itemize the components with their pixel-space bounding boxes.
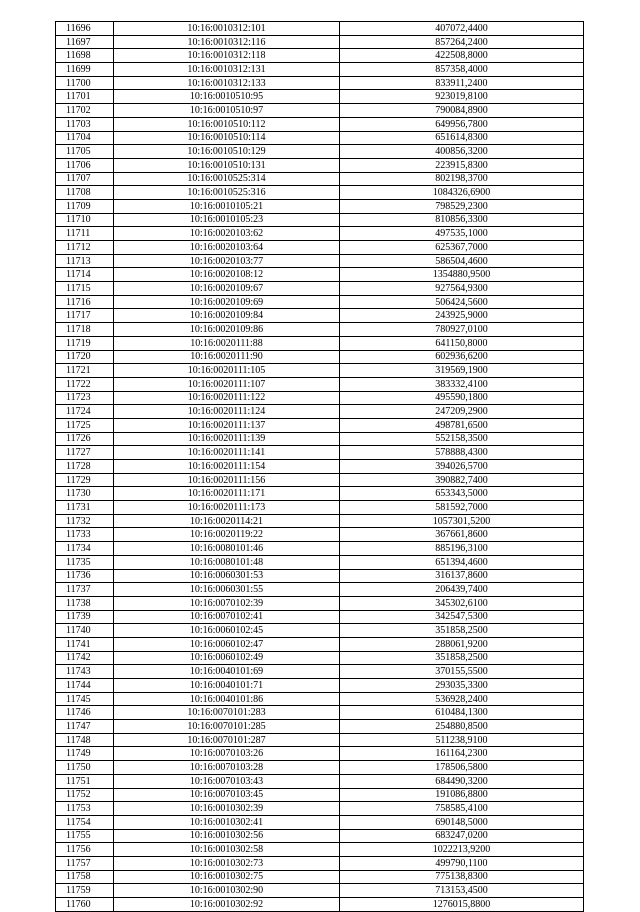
cadastral-number-cell: 10:16:0070101:287	[114, 733, 340, 747]
cadastral-number-cell: 10:16:0020111:107	[114, 377, 340, 391]
value-cell: 684490,3200	[340, 774, 584, 788]
table-row	[56, 254, 584, 268]
row-number-cell: 11726	[56, 432, 114, 446]
cadastral-number-cell: 10:16:0020119:22	[114, 528, 340, 542]
table-row	[56, 720, 584, 734]
cadastral-number-cell: 10:16:0020109:86	[114, 323, 340, 337]
row-number-cell: 11749	[56, 747, 114, 761]
value-cell: 810856,3300	[340, 213, 584, 227]
value-cell: 495590,1800	[340, 391, 584, 405]
row-number-cell: 11758	[56, 870, 114, 884]
table-row	[56, 651, 584, 665]
table-row	[56, 432, 584, 446]
value-cell: 506424,5600	[340, 295, 584, 309]
table-row	[56, 63, 584, 77]
cadastral-number-cell: 10:16:0010302:90	[114, 884, 340, 898]
table-row	[56, 528, 584, 542]
table-row	[56, 90, 584, 104]
value-cell: 319569,1900	[340, 364, 584, 378]
value-cell: 206439,7400	[340, 583, 584, 597]
cadastral-number-cell: 10:16:0020111:90	[114, 350, 340, 364]
row-number-cell: 11754	[56, 815, 114, 829]
table-row	[56, 377, 584, 391]
table-row	[56, 665, 584, 679]
row-number-cell: 11725	[56, 418, 114, 432]
cadastral-number-cell: 10:16:0010510:112	[114, 117, 340, 131]
table-row	[56, 405, 584, 419]
cadastral-number-cell: 10:16:0020103:64	[114, 241, 340, 255]
row-number-cell: 11752	[56, 788, 114, 802]
table-row	[56, 282, 584, 296]
value-cell: 345302,6100	[340, 596, 584, 610]
cadastral-number-cell: 10:16:0010312:131	[114, 63, 340, 77]
cadastral-number-cell: 10:16:0020111:173	[114, 501, 340, 515]
row-number-cell: 11706	[56, 158, 114, 172]
table-row	[56, 213, 584, 227]
row-number-cell: 11742	[56, 651, 114, 665]
value-cell: 407072,4400	[340, 22, 584, 36]
row-number-cell: 11731	[56, 501, 114, 515]
row-number-cell: 11746	[56, 706, 114, 720]
row-number-cell: 11736	[56, 569, 114, 583]
row-number-cell: 11756	[56, 843, 114, 857]
table-row	[56, 542, 584, 556]
row-number-cell: 11714	[56, 268, 114, 282]
table-row	[56, 637, 584, 651]
cadastral-number-cell: 10:16:0040101:86	[114, 692, 340, 706]
cadastral-number-cell: 10:16:0070103:45	[114, 788, 340, 802]
row-number-cell: 11712	[56, 241, 114, 255]
table-row	[56, 747, 584, 761]
row-number-cell: 11707	[56, 172, 114, 186]
value-cell: 367661,8600	[340, 528, 584, 542]
cadastral-number-cell: 10:16:0020111:137	[114, 418, 340, 432]
cadastral-number-cell: 10:16:0020109:69	[114, 295, 340, 309]
value-cell: 394026,5700	[340, 460, 584, 474]
cadastral-number-cell: 10:16:0020114:21	[114, 514, 340, 528]
cadastral-number-cell: 10:16:0060102:49	[114, 651, 340, 665]
row-number-cell: 11760	[56, 898, 114, 912]
table-row	[56, 172, 584, 186]
row-number-cell: 11711	[56, 227, 114, 241]
value-cell: 1084326,6900	[340, 186, 584, 200]
row-number-cell: 11703	[56, 117, 114, 131]
cadastral-number-cell: 10:16:0020111:154	[114, 460, 340, 474]
value-cell: 923019,8100	[340, 90, 584, 104]
row-number-cell: 11734	[56, 542, 114, 556]
value-cell: 191086,8800	[340, 788, 584, 802]
row-number-cell: 11698	[56, 49, 114, 63]
value-cell: 649956,7800	[340, 117, 584, 131]
row-number-cell: 11759	[56, 884, 114, 898]
cadastral-number-cell: 10:16:0020111:88	[114, 336, 340, 350]
cadastral-number-cell: 10:16:0080101:48	[114, 555, 340, 569]
value-cell: 780927,0100	[340, 323, 584, 337]
row-number-cell: 11735	[56, 555, 114, 569]
cadastral-number-cell: 10:16:0070103:28	[114, 761, 340, 775]
table-row	[56, 514, 584, 528]
row-number-cell: 11744	[56, 679, 114, 693]
table-row	[56, 460, 584, 474]
row-number-cell: 11740	[56, 624, 114, 638]
value-cell: 713153,4500	[340, 884, 584, 898]
table-row	[56, 350, 584, 364]
cadastral-number-cell: 10:16:0010105:23	[114, 213, 340, 227]
value-cell: 499790,1100	[340, 856, 584, 870]
value-cell: 758585,4100	[340, 802, 584, 816]
cadastral-number-cell: 10:16:0010312:118	[114, 49, 340, 63]
value-cell: 370155,5500	[340, 665, 584, 679]
row-number-cell: 11757	[56, 856, 114, 870]
cadastral-number-cell: 10:16:0040101:71	[114, 679, 340, 693]
row-number-cell: 11704	[56, 131, 114, 145]
value-cell: 1057301,5200	[340, 514, 584, 528]
cadastral-number-cell: 10:16:0070103:43	[114, 774, 340, 788]
cadastral-number-cell: 10:16:0010302:75	[114, 870, 340, 884]
row-number-cell: 11733	[56, 528, 114, 542]
cadastral-number-cell: 10:16:0010510:129	[114, 145, 340, 159]
row-number-cell: 11717	[56, 309, 114, 323]
value-cell: 161164,2300	[340, 747, 584, 761]
row-number-cell: 11730	[56, 487, 114, 501]
value-cell: 498781,6500	[340, 418, 584, 432]
value-cell: 422508,8000	[340, 49, 584, 63]
value-cell: 610484,1300	[340, 706, 584, 720]
table-row	[56, 610, 584, 624]
row-number-cell: 11700	[56, 76, 114, 90]
value-cell: 247209,2900	[340, 405, 584, 419]
table-row	[56, 487, 584, 501]
value-cell: 798529,2300	[340, 199, 584, 213]
row-number-cell: 11699	[56, 63, 114, 77]
table-row	[56, 692, 584, 706]
row-number-cell: 11713	[56, 254, 114, 268]
row-number-cell: 11747	[56, 720, 114, 734]
value-cell: 802198,3700	[340, 172, 584, 186]
value-cell: 690148,5000	[340, 815, 584, 829]
table-row	[56, 199, 584, 213]
value-cell: 683247,0200	[340, 829, 584, 843]
cadastral-number-cell: 10:16:0070103:26	[114, 747, 340, 761]
value-cell: 552158,3500	[340, 432, 584, 446]
table-row	[56, 706, 584, 720]
cadastral-number-cell: 10:16:0060102:45	[114, 624, 340, 638]
table-row	[56, 336, 584, 350]
row-number-cell: 11709	[56, 199, 114, 213]
value-cell: 351858,2500	[340, 651, 584, 665]
cadastral-number-cell: 10:16:0060102:47	[114, 637, 340, 651]
value-cell: 1276015,8800	[340, 898, 584, 912]
row-number-cell: 11738	[56, 596, 114, 610]
value-cell: 223915,8300	[340, 158, 584, 172]
table-row	[56, 788, 584, 802]
table-row	[56, 843, 584, 857]
table-row	[56, 555, 584, 569]
table-row	[56, 131, 584, 145]
value-cell: 775138,8300	[340, 870, 584, 884]
cadastral-number-cell: 10:16:0010302:41	[114, 815, 340, 829]
row-number-cell: 11748	[56, 733, 114, 747]
table-row	[56, 583, 584, 597]
value-cell: 342547,5300	[340, 610, 584, 624]
value-cell: 651614,8300	[340, 131, 584, 145]
cadastral-number-cell: 10:16:0020111:156	[114, 473, 340, 487]
row-number-cell: 11697	[56, 35, 114, 49]
row-number-cell: 11721	[56, 364, 114, 378]
value-cell: 857358,4000	[340, 63, 584, 77]
table-row	[56, 418, 584, 432]
row-number-cell: 11708	[56, 186, 114, 200]
value-cell: 581592,7000	[340, 501, 584, 515]
cadastral-number-cell: 10:16:0010302:56	[114, 829, 340, 843]
table-row	[56, 761, 584, 775]
row-number-cell: 11696	[56, 22, 114, 36]
table-row	[56, 35, 584, 49]
cadastral-number-cell: 10:16:0010312:133	[114, 76, 340, 90]
value-cell: 1022213,9200	[340, 843, 584, 857]
cadastral-number-cell: 10:16:0010510:95	[114, 90, 340, 104]
value-cell: 653343,5000	[340, 487, 584, 501]
row-number-cell: 11723	[56, 391, 114, 405]
value-cell: 254880,8500	[340, 720, 584, 734]
table-row	[56, 473, 584, 487]
table-row	[56, 158, 584, 172]
value-cell: 511238,9100	[340, 733, 584, 747]
cadastral-number-cell: 10:16:0070101:285	[114, 720, 340, 734]
cadastral-number-cell: 10:16:0070101:283	[114, 706, 340, 720]
cadastral-number-cell: 10:16:0020109:67	[114, 282, 340, 296]
table-row	[56, 733, 584, 747]
table-row	[56, 815, 584, 829]
value-cell: 178506,5800	[340, 761, 584, 775]
row-number-cell: 11715	[56, 282, 114, 296]
cadastral-number-cell: 10:16:0020108:12	[114, 268, 340, 282]
table-row	[56, 596, 584, 610]
cadastral-number-cell: 10:16:0020103:62	[114, 227, 340, 241]
row-number-cell: 11732	[56, 514, 114, 528]
cadastral-number-cell: 10:16:0010525:314	[114, 172, 340, 186]
value-cell: 351858,2500	[340, 624, 584, 638]
row-number-cell: 11753	[56, 802, 114, 816]
table-row	[56, 76, 584, 90]
row-number-cell: 11705	[56, 145, 114, 159]
row-number-cell: 11718	[56, 323, 114, 337]
value-cell: 288061,9200	[340, 637, 584, 651]
cadastral-number-cell: 10:16:0010302:92	[114, 898, 340, 912]
value-cell: 833911,2400	[340, 76, 584, 90]
value-cell: 641150,8000	[340, 336, 584, 350]
cadastral-number-cell: 10:16:0060301:55	[114, 583, 340, 597]
value-cell: 390882,7400	[340, 473, 584, 487]
row-number-cell: 11739	[56, 610, 114, 624]
cadastral-number-cell: 10:16:0070102:41	[114, 610, 340, 624]
row-number-cell: 11710	[56, 213, 114, 227]
table-row	[56, 309, 584, 323]
value-cell: 293035,3300	[340, 679, 584, 693]
table-row	[56, 117, 584, 131]
cadastral-number-cell: 10:16:0010312:116	[114, 35, 340, 49]
cadastral-number-cell: 10:16:0010525:316	[114, 186, 340, 200]
value-cell: 400856,3200	[340, 145, 584, 159]
row-number-cell: 11728	[56, 460, 114, 474]
table-row	[56, 364, 584, 378]
value-cell: 586504,4600	[340, 254, 584, 268]
table-row	[56, 323, 584, 337]
cadastral-number-cell: 10:16:0010302:39	[114, 802, 340, 816]
value-cell: 243925,9000	[340, 309, 584, 323]
row-number-cell: 11716	[56, 295, 114, 309]
cadastral-number-cell: 10:16:0010302:58	[114, 843, 340, 857]
value-cell: 497535,1000	[340, 227, 584, 241]
table-row	[56, 802, 584, 816]
row-number-cell: 11737	[56, 583, 114, 597]
cadastral-number-cell: 10:16:0010105:21	[114, 199, 340, 213]
table-row	[56, 446, 584, 460]
table-row	[56, 679, 584, 693]
table-row	[56, 624, 584, 638]
table-row	[56, 884, 584, 898]
row-number-cell: 11741	[56, 637, 114, 651]
table-row	[56, 268, 584, 282]
table-row	[56, 241, 584, 255]
row-number-cell: 11745	[56, 692, 114, 706]
cadastral-number-cell: 10:16:0010312:101	[114, 22, 340, 36]
table-row	[56, 501, 584, 515]
value-cell: 651394,4600	[340, 555, 584, 569]
row-number-cell: 11755	[56, 829, 114, 843]
row-number-cell: 11722	[56, 377, 114, 391]
row-number-cell: 11724	[56, 405, 114, 419]
table-row	[56, 829, 584, 843]
value-cell: 927564,9300	[340, 282, 584, 296]
cadastral-number-cell: 10:16:0020111:122	[114, 391, 340, 405]
cadastral-number-cell: 10:16:0010302:73	[114, 856, 340, 870]
table-row	[56, 145, 584, 159]
table-row	[56, 898, 584, 912]
table-row	[56, 295, 584, 309]
cadastral-number-cell: 10:16:0080101:46	[114, 542, 340, 556]
value-cell: 536928,2400	[340, 692, 584, 706]
row-number-cell: 11750	[56, 761, 114, 775]
table-row	[56, 391, 584, 405]
row-number-cell: 11719	[56, 336, 114, 350]
value-cell: 625367,7000	[340, 241, 584, 255]
row-number-cell: 11720	[56, 350, 114, 364]
table-row	[56, 49, 584, 63]
table-row	[56, 22, 584, 36]
table-row	[56, 227, 584, 241]
table-row	[56, 870, 584, 884]
cadastral-number-cell: 10:16:0010510:131	[114, 158, 340, 172]
value-cell: 578888,4300	[340, 446, 584, 460]
cadastral-number-cell: 10:16:0010510:97	[114, 104, 340, 118]
row-number-cell: 11727	[56, 446, 114, 460]
cadastral-number-cell: 10:16:0010510:114	[114, 131, 340, 145]
value-cell: 1354880,9500	[340, 268, 584, 282]
row-number-cell: 11751	[56, 774, 114, 788]
value-cell: 790084,8900	[340, 104, 584, 118]
table-row	[56, 569, 584, 583]
cadastral-number-cell: 10:16:0020111:139	[114, 432, 340, 446]
value-cell: 602936,6200	[340, 350, 584, 364]
cadastral-number-cell: 10:16:0020103:77	[114, 254, 340, 268]
row-number-cell: 11729	[56, 473, 114, 487]
cadastral-number-cell: 10:16:0040101:69	[114, 665, 340, 679]
cadastral-number-cell: 10:16:0020111:105	[114, 364, 340, 378]
cadastral-number-cell: 10:16:0020109:84	[114, 309, 340, 323]
value-cell: 316137,8600	[340, 569, 584, 583]
cadastral-number-cell: 10:16:0070102:39	[114, 596, 340, 610]
row-number-cell: 11702	[56, 104, 114, 118]
row-number-cell: 11743	[56, 665, 114, 679]
table-row	[56, 186, 584, 200]
value-cell: 383332,4100	[340, 377, 584, 391]
data-table	[55, 21, 584, 912]
table-row	[56, 774, 584, 788]
cadastral-number-cell: 10:16:0060301:53	[114, 569, 340, 583]
cadastral-number-cell: 10:16:0020111:124	[114, 405, 340, 419]
value-cell: 857264,2400	[340, 35, 584, 49]
table-body	[56, 22, 584, 912]
cadastral-number-cell: 10:16:0020111:171	[114, 487, 340, 501]
table-row	[56, 856, 584, 870]
cadastral-number-cell: 10:16:0020111:141	[114, 446, 340, 460]
table-row	[56, 104, 584, 118]
row-number-cell: 11701	[56, 90, 114, 104]
value-cell: 885196,3100	[340, 542, 584, 556]
